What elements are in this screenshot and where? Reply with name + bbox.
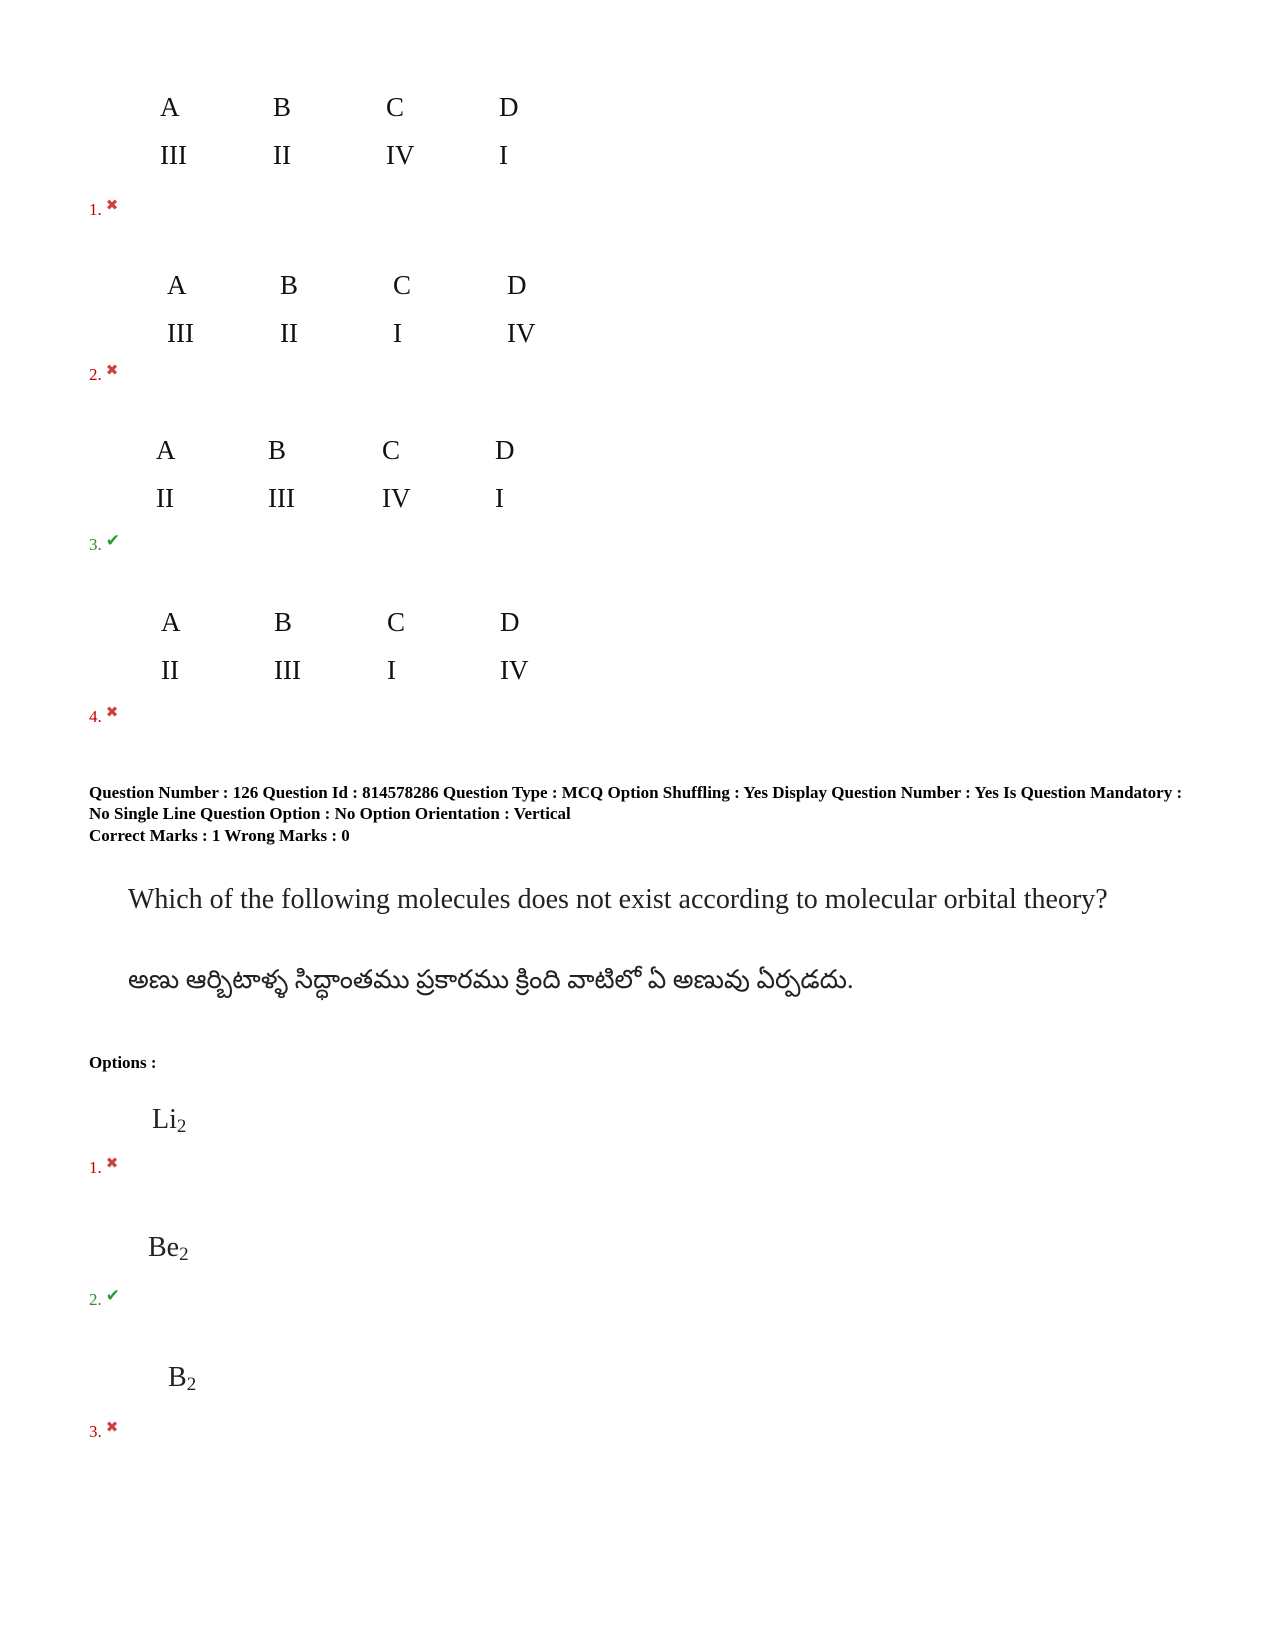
option-number: 1. bbox=[89, 200, 102, 219]
match-header-a: A bbox=[160, 92, 180, 122]
match-header-b: B bbox=[274, 607, 293, 637]
match-header-a: A bbox=[167, 270, 187, 300]
match-header-c: C bbox=[382, 435, 401, 465]
question-meta: Question Number : 126 Question Id : 814578286 Question Type : MCQ Option Shuffling : Yes Display Question Number : Yes Is Question Mandatory : No Single Line Question Option : No Option Orientation : Vertical bbox=[89, 783, 1183, 823]
option-formula bbox=[152, 1104, 186, 1138]
option-number-row bbox=[89, 1158, 118, 1178]
match-value: II bbox=[161, 655, 179, 685]
check-icon: ✔ bbox=[105, 1286, 120, 1305]
match-value: III bbox=[167, 318, 194, 348]
cross-icon: ✖ bbox=[105, 363, 119, 379]
match-value: I bbox=[499, 140, 508, 170]
option-number-row bbox=[89, 1422, 118, 1442]
option-formula bbox=[148, 1232, 189, 1266]
match-value: III bbox=[160, 140, 187, 170]
match-header-a: A bbox=[161, 607, 181, 637]
cross-icon: ✖ bbox=[105, 1156, 119, 1172]
option-number-row bbox=[89, 707, 118, 727]
match-header-d: D bbox=[495, 435, 515, 465]
match-header-c: C bbox=[386, 92, 405, 122]
option-number-row bbox=[89, 200, 118, 220]
match-header-c: C bbox=[387, 607, 406, 637]
cross-icon: ✖ bbox=[105, 705, 119, 721]
question-marks: Correct Marks : 1 Wrong Marks : 0 bbox=[89, 826, 350, 845]
option-formula bbox=[168, 1362, 196, 1396]
match-header-d: D bbox=[499, 92, 519, 122]
match-value: IV bbox=[507, 318, 536, 348]
cross-icon: ✖ bbox=[105, 1420, 119, 1436]
match-value: III bbox=[268, 483, 295, 513]
option-number-row bbox=[89, 365, 118, 385]
question-text-english: Which of the following molecules does not exist according to molecular orbital theory? bbox=[128, 884, 1108, 915]
option-number: 1. bbox=[89, 1158, 102, 1177]
formula-base: B bbox=[168, 1362, 187, 1393]
formula-subscript: 2 bbox=[186, 1374, 197, 1395]
match-value: IV bbox=[500, 655, 529, 685]
match-value: I bbox=[387, 655, 396, 685]
option-number: 3. bbox=[89, 1422, 102, 1441]
match-value: III bbox=[274, 655, 301, 685]
formula-subscript: 2 bbox=[179, 1244, 189, 1265]
formula-base: Li bbox=[152, 1104, 177, 1135]
option-number: 2. bbox=[89, 1290, 102, 1309]
cross-icon: ✖ bbox=[105, 198, 119, 214]
match-value: II bbox=[156, 483, 174, 513]
match-value: IV bbox=[382, 483, 411, 513]
option-number: 3. bbox=[89, 535, 102, 554]
options-label: Options : bbox=[89, 1053, 157, 1072]
match-header-a: A bbox=[156, 435, 176, 465]
formula-base: Be bbox=[148, 1232, 180, 1263]
match-value: I bbox=[393, 318, 402, 348]
formula-subscript: 2 bbox=[176, 1116, 187, 1137]
match-value: IV bbox=[386, 140, 415, 170]
option-number-row bbox=[89, 1286, 120, 1310]
option-number-row bbox=[89, 531, 120, 555]
option-number: 4. bbox=[89, 707, 102, 726]
match-header-d: D bbox=[500, 607, 520, 637]
match-value: II bbox=[273, 140, 291, 170]
match-header-b: B bbox=[273, 92, 292, 122]
match-header-d: D bbox=[507, 270, 527, 300]
match-value: I bbox=[495, 483, 504, 513]
match-value: II bbox=[280, 318, 298, 348]
match-header-b: B bbox=[280, 270, 299, 300]
match-header-b: B bbox=[268, 435, 287, 465]
match-header-c: C bbox=[393, 270, 412, 300]
option-number: 2. bbox=[89, 365, 102, 384]
question-text-telugu: అణు ఆర్బిటాళ్ళ సిద్ధాంతము ప్రకారము క్రింది వాటిలో ఏ అణువు ఏర్పడదు. bbox=[128, 965, 854, 994]
check-icon: ✔ bbox=[105, 531, 120, 550]
